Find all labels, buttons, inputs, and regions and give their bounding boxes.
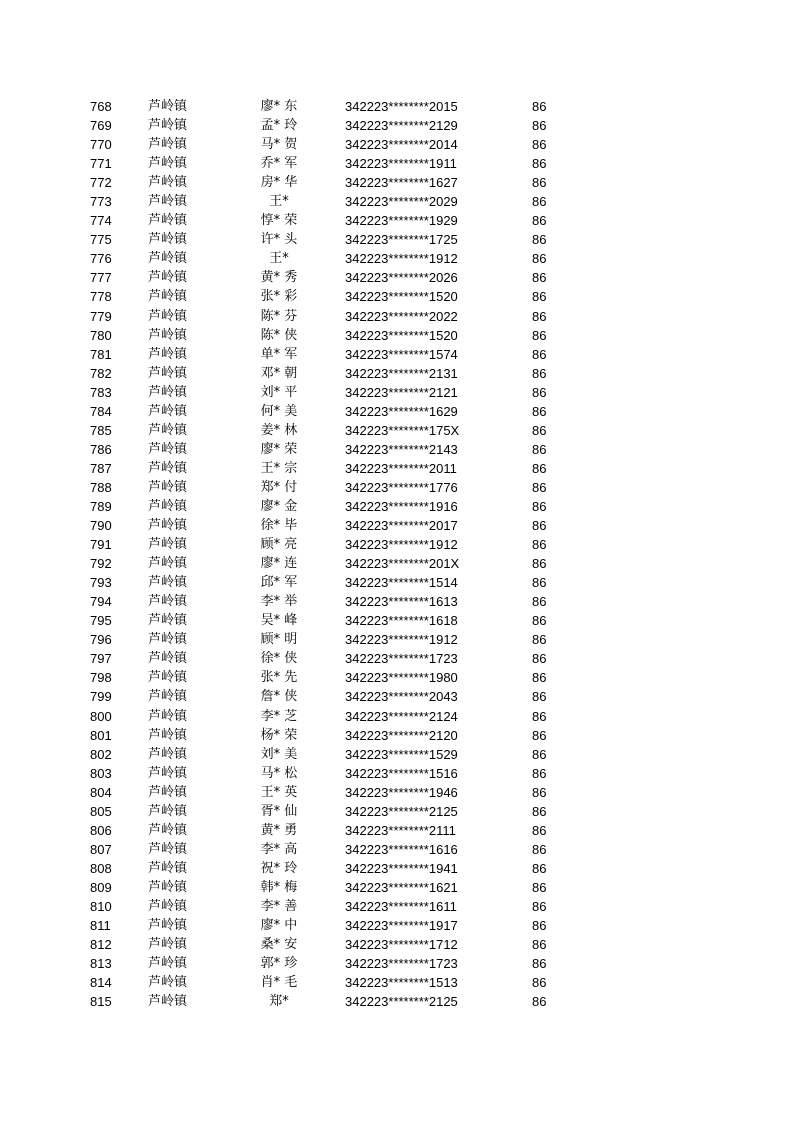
- person-name: 黄* 秀: [260, 270, 298, 286]
- id-number: 342223********2011: [345, 460, 457, 476]
- town-name: 芦岭镇: [148, 270, 188, 286]
- row-number: 808: [90, 860, 112, 876]
- table-row: [0, 859, 793, 878]
- score: 86: [532, 575, 547, 591]
- row-number: 772: [90, 175, 112, 191]
- id-number: 342223********1629: [345, 403, 458, 419]
- table-row: [0, 821, 793, 840]
- town-name: 芦岭镇: [148, 403, 188, 419]
- score: 86: [532, 956, 547, 972]
- id-number: 342223********2131: [345, 365, 458, 381]
- row-number: 814: [90, 975, 112, 991]
- id-number: 342223********2022: [345, 308, 458, 324]
- table-row: [0, 802, 793, 821]
- town-name: 芦岭镇: [148, 556, 188, 572]
- person-name: 肖* 毛: [260, 975, 298, 991]
- score: 86: [532, 670, 547, 686]
- row-number: 800: [90, 708, 112, 724]
- table-row: [0, 878, 793, 897]
- table-row: [0, 707, 793, 726]
- table-row: [0, 154, 793, 173]
- id-number: 342223********1725: [345, 232, 458, 248]
- town-name: 芦岭镇: [148, 232, 188, 248]
- row-number: 802: [90, 746, 112, 762]
- row-number: 776: [90, 251, 112, 267]
- id-number: 342223********1916: [345, 498, 458, 514]
- table-row: [0, 440, 793, 459]
- score: 86: [532, 403, 547, 419]
- id-number: 342223********1613: [345, 594, 458, 610]
- table-row: [0, 764, 793, 783]
- score: 86: [532, 746, 547, 762]
- id-number: 342223********1513: [345, 975, 458, 991]
- id-number: 342223********2129: [345, 118, 458, 134]
- id-number: 342223********1520: [345, 289, 458, 305]
- town-name: 芦岭镇: [148, 498, 188, 514]
- table-row: [0, 668, 793, 687]
- score: 86: [532, 289, 547, 305]
- town-name: 芦岭镇: [148, 575, 188, 591]
- roster-table: [0, 97, 793, 1011]
- id-number: 342223********2111: [345, 822, 456, 838]
- person-name: 惇* 荣: [260, 213, 298, 229]
- row-number: 783: [90, 384, 112, 400]
- table-row: [0, 116, 793, 135]
- row-number: 788: [90, 479, 112, 495]
- score: 86: [532, 556, 547, 572]
- town-name: 芦岭镇: [148, 651, 188, 667]
- table-row: [0, 345, 793, 364]
- town-name: 芦岭镇: [148, 308, 188, 324]
- score: 86: [532, 175, 547, 191]
- score: 86: [532, 365, 547, 381]
- id-number: 342223********1776: [345, 479, 458, 495]
- table-row: [0, 992, 793, 1011]
- person-name: 廖* 荣: [260, 441, 298, 457]
- table-row: [0, 459, 793, 478]
- table-row: [0, 630, 793, 649]
- score: 86: [532, 937, 547, 953]
- id-number: 342223********2014: [345, 137, 458, 153]
- person-name: 郑* 付: [260, 479, 298, 495]
- table-row: [0, 497, 793, 516]
- person-name: 李* 举: [260, 594, 298, 610]
- row-number: 795: [90, 613, 112, 629]
- person-name: 王* 英: [260, 784, 298, 800]
- score: 86: [532, 803, 547, 819]
- table-row: [0, 211, 793, 230]
- id-number: 342223********2143: [345, 441, 458, 457]
- person-name: 李* 高: [260, 841, 298, 857]
- town-name: 芦岭镇: [148, 594, 188, 610]
- town-name: 芦岭镇: [148, 822, 188, 838]
- row-number: 806: [90, 822, 112, 838]
- row-number: 805: [90, 803, 112, 819]
- score: 86: [532, 975, 547, 991]
- person-name: 孟* 玲: [260, 118, 298, 134]
- person-name: 王* 宗: [260, 460, 298, 476]
- row-number: 801: [90, 727, 112, 743]
- row-number: 809: [90, 879, 112, 895]
- table-row: [0, 973, 793, 992]
- town-name: 芦岭镇: [148, 975, 188, 991]
- table-row: [0, 535, 793, 554]
- row-number: 784: [90, 403, 112, 419]
- town-name: 芦岭镇: [148, 860, 188, 876]
- person-name: 房* 华: [260, 175, 298, 191]
- town-name: 芦岭镇: [148, 251, 188, 267]
- score: 86: [532, 860, 547, 876]
- town-name: 芦岭镇: [148, 384, 188, 400]
- score: 86: [532, 518, 547, 534]
- row-number: 793: [90, 575, 112, 591]
- id-number: 342223********2026: [345, 270, 458, 286]
- table-row: [0, 783, 793, 802]
- row-number: 777: [90, 270, 112, 286]
- table-row: [0, 383, 793, 402]
- town-name: 芦岭镇: [148, 918, 188, 934]
- score: 86: [532, 689, 547, 705]
- person-name: 黄* 勇: [260, 822, 298, 838]
- town-name: 芦岭镇: [148, 137, 188, 153]
- person-name: 李* 芝: [260, 708, 298, 724]
- row-number: 810: [90, 898, 112, 914]
- id-number: 342223********1912: [345, 251, 458, 267]
- row-number: 803: [90, 765, 112, 781]
- person-name: 廖* 连: [260, 556, 298, 572]
- town-name: 芦岭镇: [148, 879, 188, 895]
- score: 86: [532, 498, 547, 514]
- table-row: [0, 687, 793, 706]
- town-name: 芦岭镇: [148, 213, 188, 229]
- town-name: 芦岭镇: [148, 994, 188, 1010]
- row-number: 778: [90, 289, 112, 305]
- row-number: 785: [90, 422, 112, 438]
- row-number: 786: [90, 441, 112, 457]
- score: 86: [532, 232, 547, 248]
- score: 86: [532, 879, 547, 895]
- person-name: 马* 贺: [260, 137, 298, 153]
- score: 86: [532, 327, 547, 343]
- score: 86: [532, 727, 547, 743]
- row-number: 773: [90, 194, 112, 210]
- town-name: 芦岭镇: [148, 365, 188, 381]
- id-number: 342223********1712: [345, 937, 458, 953]
- table-row: [0, 97, 793, 116]
- person-name: 何* 美: [260, 403, 298, 419]
- row-number: 798: [90, 670, 112, 686]
- person-name: 郑*: [269, 994, 289, 1010]
- town-name: 芦岭镇: [148, 346, 188, 362]
- town-name: 芦岭镇: [148, 670, 188, 686]
- row-number: 770: [90, 137, 112, 153]
- id-number: 342223********1912: [345, 537, 458, 553]
- row-number: 796: [90, 632, 112, 648]
- town-name: 芦岭镇: [148, 937, 188, 953]
- row-number: 779: [90, 308, 112, 324]
- row-number: 780: [90, 327, 112, 343]
- row-number: 781: [90, 346, 112, 362]
- row-number: 804: [90, 784, 112, 800]
- person-name: 杨* 荣: [260, 727, 298, 743]
- id-number: 342223********1941: [345, 860, 458, 876]
- town-name: 芦岭镇: [148, 118, 188, 134]
- person-name: 王*: [269, 251, 289, 267]
- town-name: 芦岭镇: [148, 460, 188, 476]
- score: 86: [532, 822, 547, 838]
- score: 86: [532, 594, 547, 610]
- row-number: 813: [90, 956, 112, 972]
- town-name: 芦岭镇: [148, 175, 188, 191]
- score: 86: [532, 708, 547, 724]
- id-number: 342223********2121: [345, 384, 458, 400]
- person-name: 张* 先: [260, 670, 298, 686]
- town-name: 芦岭镇: [148, 613, 188, 629]
- person-name: 邱* 军: [260, 575, 298, 591]
- id-number: 342223********1520: [345, 327, 458, 343]
- id-number: 342223********1611: [345, 898, 457, 914]
- person-name: 徐* 毕: [260, 518, 298, 534]
- town-name: 芦岭镇: [148, 194, 188, 210]
- town-name: 芦岭镇: [148, 765, 188, 781]
- id-number: 342223********2125: [345, 803, 458, 819]
- score: 86: [532, 308, 547, 324]
- row-number: 791: [90, 537, 112, 553]
- row-number: 782: [90, 365, 112, 381]
- person-name: 顾* 明: [260, 632, 298, 648]
- table-row: [0, 516, 793, 535]
- person-name: 王*: [269, 194, 289, 210]
- table-row: [0, 554, 793, 573]
- score: 86: [532, 918, 547, 934]
- row-number: 794: [90, 594, 112, 610]
- table-row: [0, 592, 793, 611]
- person-name: 廖* 东: [260, 99, 298, 114]
- town-name: 芦岭镇: [148, 689, 188, 705]
- id-number: 342223********1723: [345, 651, 458, 667]
- score: 86: [532, 613, 547, 629]
- person-name: 张* 彩: [260, 289, 298, 305]
- id-number: 342223********2125: [345, 994, 458, 1010]
- score: 86: [532, 270, 547, 286]
- table-row: [0, 573, 793, 592]
- id-number: 342223********1946: [345, 784, 458, 800]
- person-name: 乔* 军: [260, 156, 298, 172]
- id-number: 342223********1912: [345, 632, 458, 648]
- row-number: 775: [90, 232, 112, 248]
- table-row: [0, 135, 793, 154]
- person-name: 胥* 仙: [260, 803, 298, 819]
- row-number: 797: [90, 651, 112, 667]
- id-number: 342223********1621: [345, 879, 458, 895]
- table-row: [0, 268, 793, 287]
- person-name: 李* 善: [260, 898, 298, 914]
- row-number: 792: [90, 556, 112, 572]
- id-number: 342223********2029: [345, 194, 458, 210]
- person-name: 刘* 美: [260, 746, 298, 762]
- person-name: 许* 头: [260, 232, 298, 248]
- table-row: [0, 649, 793, 668]
- score: 86: [532, 156, 547, 172]
- town-name: 芦岭镇: [148, 441, 188, 457]
- score: 86: [532, 994, 547, 1010]
- table-row: [0, 840, 793, 859]
- town-name: 芦岭镇: [148, 518, 188, 534]
- town-name: 芦岭镇: [148, 708, 188, 724]
- score: 86: [532, 346, 547, 362]
- table-row: [0, 326, 793, 345]
- id-number: 342223********1917: [345, 918, 458, 934]
- person-name: 祝* 玲: [260, 860, 298, 876]
- person-name: 廖* 中: [260, 918, 298, 934]
- person-name: 单* 军: [260, 346, 298, 362]
- table-row: [0, 611, 793, 630]
- id-number: 342223********2015: [345, 99, 458, 114]
- score: 86: [532, 194, 547, 210]
- row-number: 815: [90, 994, 112, 1010]
- id-number: 342223********1514: [345, 575, 458, 591]
- score: 86: [532, 251, 547, 267]
- row-number: 790: [90, 518, 112, 534]
- person-name: 桑* 安: [260, 937, 298, 953]
- town-name: 芦岭镇: [148, 784, 188, 800]
- town-name: 芦岭镇: [148, 803, 188, 819]
- row-number: 769: [90, 118, 112, 134]
- town-name: 芦岭镇: [148, 99, 188, 114]
- town-name: 芦岭镇: [148, 422, 188, 438]
- id-number: 342223********2124: [345, 708, 458, 724]
- score: 86: [532, 898, 547, 914]
- row-number: 799: [90, 689, 112, 705]
- person-name: 徐* 侠: [260, 651, 298, 667]
- id-number: 342223********1980: [345, 670, 458, 686]
- town-name: 芦岭镇: [148, 537, 188, 553]
- id-number: 342223********2120: [345, 727, 458, 743]
- person-name: 詹* 侠: [260, 689, 298, 705]
- person-name: 陈* 芬: [260, 308, 298, 324]
- town-name: 芦岭镇: [148, 289, 188, 305]
- id-number: 342223********1618: [345, 613, 458, 629]
- row-number: 768: [90, 99, 112, 114]
- score: 86: [532, 765, 547, 781]
- table-row: [0, 249, 793, 268]
- row-number: 807: [90, 841, 112, 857]
- id-number: 342223********201X: [345, 556, 460, 572]
- row-number: 774: [90, 213, 112, 229]
- town-name: 芦岭镇: [148, 746, 188, 762]
- table-row: [0, 173, 793, 192]
- score: 86: [532, 537, 547, 553]
- row-number: 771: [90, 156, 112, 172]
- score: 86: [532, 841, 547, 857]
- town-name: 芦岭镇: [148, 156, 188, 172]
- town-name: 芦岭镇: [148, 841, 188, 857]
- table-row: [0, 421, 793, 440]
- table-row: [0, 287, 793, 306]
- town-name: 芦岭镇: [148, 632, 188, 648]
- person-name: 邓* 朝: [260, 365, 298, 381]
- score: 86: [532, 99, 547, 114]
- id-number: 342223********1911: [345, 156, 457, 172]
- town-name: 芦岭镇: [148, 727, 188, 743]
- person-name: 顾* 亮: [260, 537, 298, 553]
- score: 86: [532, 784, 547, 800]
- score: 86: [532, 460, 547, 476]
- score: 86: [532, 441, 547, 457]
- person-name: 吴* 峰: [260, 613, 298, 629]
- score: 86: [532, 137, 547, 153]
- table-row: [0, 402, 793, 421]
- town-name: 芦岭镇: [148, 898, 188, 914]
- row-number: 812: [90, 937, 112, 953]
- town-name: 芦岭镇: [148, 479, 188, 495]
- table-row: [0, 726, 793, 745]
- person-name: 马* 松: [260, 765, 298, 781]
- score: 86: [532, 118, 547, 134]
- person-name: 姜* 林: [260, 422, 298, 438]
- person-name: 刘* 平: [260, 384, 298, 400]
- id-number: 342223********2017: [345, 518, 458, 534]
- person-name: 陈* 侠: [260, 327, 298, 343]
- person-name: 廖* 金: [260, 498, 298, 514]
- table-row: [0, 478, 793, 497]
- id-number: 342223********2043: [345, 689, 458, 705]
- row-number: 787: [90, 460, 112, 476]
- score: 86: [532, 651, 547, 667]
- table-row: [0, 954, 793, 973]
- person-name: 韩* 梅: [260, 879, 298, 895]
- table-row: [0, 307, 793, 326]
- score: 86: [532, 632, 547, 648]
- table-row: [0, 364, 793, 383]
- id-number: 342223********1627: [345, 175, 458, 191]
- id-number: 342223********1529: [345, 746, 458, 762]
- id-number: 342223********175X: [345, 422, 460, 438]
- score: 86: [532, 384, 547, 400]
- table-row: [0, 745, 793, 764]
- score: 86: [532, 213, 547, 229]
- table-row: [0, 935, 793, 954]
- row-number: 811: [90, 918, 111, 934]
- town-name: 芦岭镇: [148, 327, 188, 343]
- table-row: [0, 897, 793, 916]
- id-number: 342223********1616: [345, 841, 458, 857]
- score: 86: [532, 479, 547, 495]
- row-number: 789: [90, 498, 112, 514]
- person-name: 郭* 珍: [260, 956, 298, 972]
- id-number: 342223********1516: [345, 765, 458, 781]
- id-number: 342223********1574: [345, 346, 458, 362]
- town-name: 芦岭镇: [148, 956, 188, 972]
- table-row: [0, 230, 793, 249]
- id-number: 342223********1723: [345, 956, 458, 972]
- table-row: [0, 192, 793, 211]
- table-row: [0, 916, 793, 935]
- id-number: 342223********1929: [345, 213, 458, 229]
- score: 86: [532, 422, 547, 438]
